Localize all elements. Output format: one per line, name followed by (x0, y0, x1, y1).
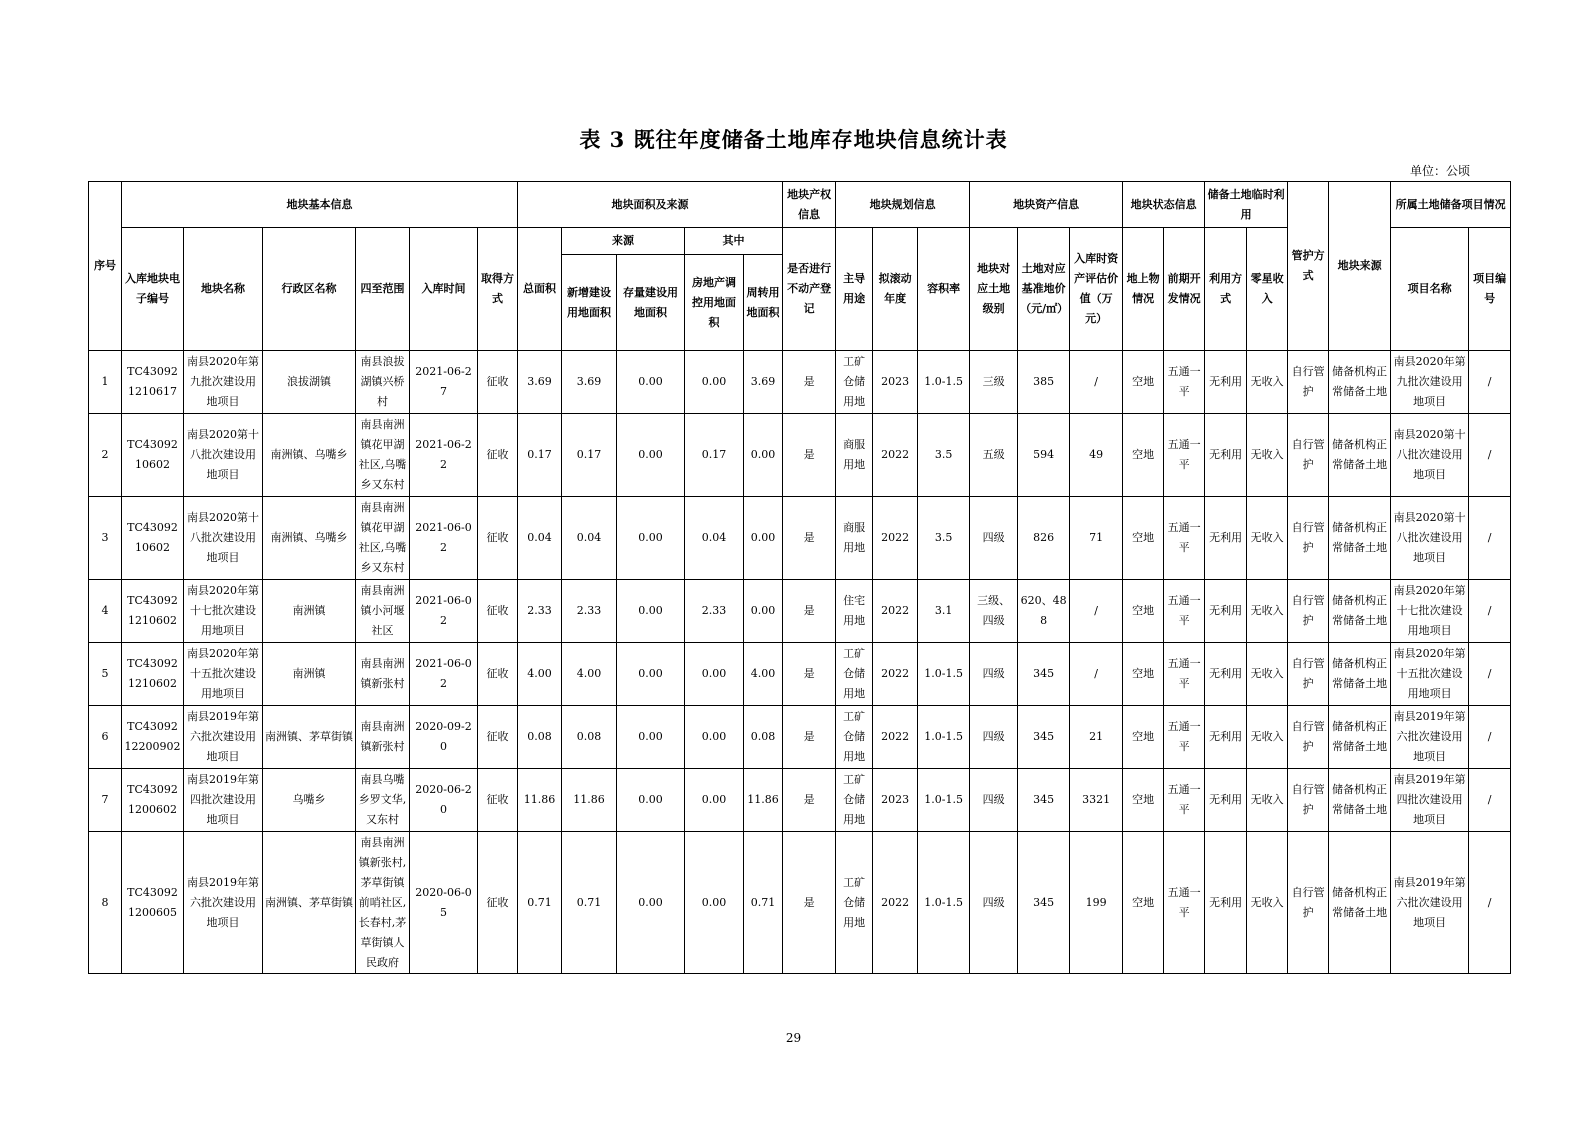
cell-year: 2022 (873, 414, 918, 497)
cell-year: 2022 (873, 832, 918, 974)
cell-seq: 7 (89, 769, 122, 832)
cell-mgmt: 自行管护 (1288, 832, 1329, 974)
cell-date: 2020-06-20 (410, 769, 478, 832)
cell-value: / (1070, 580, 1123, 643)
header-sub-among: 其中 (685, 228, 783, 255)
cell-registered: 是 (783, 414, 836, 497)
header-acquire: 取得方式 (478, 228, 518, 351)
cell-registered: 是 (783, 643, 836, 706)
cell-source: 储备机构正常储备土地 (1329, 497, 1391, 580)
cell-turnover: 0.71 (744, 832, 783, 974)
cell-district: 南洲镇、乌嘴乡 (263, 497, 356, 580)
header-mgmt: 管护方式 (1288, 182, 1329, 351)
cell-acquire: 征收 (478, 351, 518, 414)
cell-turnover: 4.00 (744, 643, 783, 706)
header-new-area: 新增建设用地面积 (562, 255, 617, 351)
cell-new-area: 0.17 (562, 414, 617, 497)
cell-realestate: 0.17 (685, 414, 744, 497)
cell-projno: / (1469, 769, 1511, 832)
cell-income: 无收入 (1247, 643, 1288, 706)
header-stock: 存量建设用地面积 (617, 255, 685, 351)
cell-mgmt: 自行管护 (1288, 351, 1329, 414)
cell-total: 0.08 (518, 706, 562, 769)
cell-dev: 五通一平 (1164, 706, 1205, 769)
header-group-plan: 地块规划信息 (836, 182, 970, 228)
cell-price: 826 (1018, 497, 1070, 580)
cell-income: 无收入 (1247, 414, 1288, 497)
cell-boundary: 南县南洲镇花甲湖社区,乌嘴乡又东村 (356, 497, 410, 580)
cell-total: 2.33 (518, 580, 562, 643)
cell-income: 无收入 (1247, 706, 1288, 769)
cell-code: TC4309210602 (122, 497, 184, 580)
cell-surface: 空地 (1123, 769, 1164, 832)
cell-year: 2023 (873, 769, 918, 832)
cell-source: 储备机构正常储备土地 (1329, 351, 1391, 414)
header-grade: 地块对应土地级别 (970, 228, 1018, 351)
cell-seq: 1 (89, 351, 122, 414)
cell-acquire: 征收 (478, 414, 518, 497)
cell-value: 199 (1070, 832, 1123, 974)
table-row (89, 414, 1511, 497)
cell-surface: 空地 (1123, 832, 1164, 974)
cell-boundary: 南县浪拔湖镇兴桥村 (356, 351, 410, 414)
header-surface: 地上物情况 (1123, 228, 1164, 351)
cell-far: 1.0-1.5 (918, 643, 970, 706)
header-group-basic: 地块基本信息 (122, 182, 518, 228)
cell-boundary: 南县乌嘴乡罗文华,又东村 (356, 769, 410, 832)
cell-use: 商服用地 (836, 497, 873, 580)
cell-acquire: 征收 (478, 643, 518, 706)
cell-use: 工矿仓储用地 (836, 351, 873, 414)
cell-surface: 空地 (1123, 643, 1164, 706)
cell-use: 工矿仓储用地 (836, 832, 873, 974)
cell-seq: 3 (89, 497, 122, 580)
cell-projname: 南县2020年第十七批次建设用地项目 (1391, 580, 1469, 643)
header-group-status: 地块状态信息 (1123, 182, 1205, 228)
cell-total: 3.69 (518, 351, 562, 414)
cell-boundary: 南县南洲镇新张村 (356, 706, 410, 769)
header-date: 入库时间 (410, 228, 478, 351)
cell-surface: 空地 (1123, 414, 1164, 497)
cell-projno: / (1469, 643, 1511, 706)
cell-total: 4.00 (518, 643, 562, 706)
cell-stock: 0.00 (617, 414, 685, 497)
header-registered: 是否进行不动产登记 (783, 228, 836, 351)
cell-realestate: 0.04 (685, 497, 744, 580)
cell-projno: / (1469, 706, 1511, 769)
unit-label: 单位：公顷 (1410, 164, 1471, 178)
page-title: 表 3 既往年度储备土地库存地块信息统计表 (579, 127, 1008, 152)
cell-grade: 四级 (970, 706, 1018, 769)
cell-grade: 四级 (970, 643, 1018, 706)
cell-grade: 三级、四级 (970, 580, 1018, 643)
header-income: 零星收入 (1247, 228, 1288, 351)
table-row (89, 580, 1511, 643)
cell-turnover: 3.69 (744, 351, 783, 414)
cell-projno: / (1469, 497, 1511, 580)
cell-total: 0.04 (518, 497, 562, 580)
cell-dev: 五通一平 (1164, 497, 1205, 580)
cell-district: 南洲镇、茅草街镇 (263, 832, 356, 974)
cell-source: 储备机构正常储备土地 (1329, 706, 1391, 769)
cell-surface: 空地 (1123, 580, 1164, 643)
cell-turnover: 11.86 (744, 769, 783, 832)
header-name: 地块名称 (184, 228, 263, 351)
cell-boundary: 南县南洲镇花甲湖社区,乌嘴乡又东村 (356, 414, 410, 497)
cell-boundary: 南县南洲镇小河堰社区 (356, 580, 410, 643)
cell-district: 南洲镇、茅草街镇 (263, 706, 356, 769)
cell-price: 345 (1018, 706, 1070, 769)
cell-grade: 三级 (970, 351, 1018, 414)
cell-stock: 0.00 (617, 643, 685, 706)
cell-code: TC4309212200902 (122, 706, 184, 769)
cell-date: 2021-06-02 (410, 643, 478, 706)
cell-seq: 8 (89, 832, 122, 974)
cell-income: 无收入 (1247, 580, 1288, 643)
header-district: 行政区名称 (263, 228, 356, 351)
cell-registered: 是 (783, 832, 836, 974)
cell-stock: 0.00 (617, 351, 685, 414)
cell-projno: / (1469, 580, 1511, 643)
cell-value: 21 (1070, 706, 1123, 769)
cell-realestate: 0.00 (685, 769, 744, 832)
cell-date: 2021-06-27 (410, 351, 478, 414)
cell-dev: 五通一平 (1164, 351, 1205, 414)
header-sub-source: 来源 (562, 228, 685, 255)
table-body (89, 351, 1511, 974)
table-row (89, 497, 1511, 580)
land-inventory-table (88, 181, 1511, 974)
cell-turnover: 0.00 (744, 580, 783, 643)
cell-projname: 南县2020第十八批次建设用地项目 (1391, 497, 1469, 580)
cell-dev: 五通一平 (1164, 643, 1205, 706)
cell-stock: 0.00 (617, 497, 685, 580)
cell-value: 71 (1070, 497, 1123, 580)
header-total: 总面积 (518, 228, 562, 351)
cell-total: 0.17 (518, 414, 562, 497)
cell-price: 385 (1018, 351, 1070, 414)
cell-use: 工矿仓储用地 (836, 769, 873, 832)
cell-year: 2022 (873, 643, 918, 706)
cell-year: 2022 (873, 580, 918, 643)
cell-mgmt: 自行管护 (1288, 706, 1329, 769)
header-realestate: 房地产调控用地面积 (685, 255, 744, 351)
table-row (89, 769, 1511, 832)
cell-mgmt: 自行管护 (1288, 414, 1329, 497)
cell-far: 1.0-1.5 (918, 706, 970, 769)
cell-code: TC430921210602 (122, 580, 184, 643)
cell-new-area: 0.04 (562, 497, 617, 580)
cell-district: 南洲镇、乌嘴乡 (263, 414, 356, 497)
cell-acquire: 征收 (478, 706, 518, 769)
cell-source: 储备机构正常储备土地 (1329, 832, 1391, 974)
cell-stock: 0.00 (617, 769, 685, 832)
cell-mgmt: 自行管护 (1288, 643, 1329, 706)
header-source: 地块来源 (1329, 182, 1391, 351)
cell-far: 3.5 (918, 414, 970, 497)
cell-surface: 空地 (1123, 351, 1164, 414)
cell-name: 南县2020年第十五批次建设用地项目 (184, 643, 263, 706)
cell-use: 工矿仓储用地 (836, 706, 873, 769)
cell-seq: 2 (89, 414, 122, 497)
cell-district: 浪拔湖镇 (263, 351, 356, 414)
cell-realestate: 2.33 (685, 580, 744, 643)
cell-seq: 4 (89, 580, 122, 643)
cell-price: 345 (1018, 832, 1070, 974)
cell-mgmt: 自行管护 (1288, 497, 1329, 580)
cell-realestate: 0.00 (685, 643, 744, 706)
cell-new-area: 0.08 (562, 706, 617, 769)
cell-code: TC430921200605 (122, 832, 184, 974)
cell-dev: 五通一平 (1164, 414, 1205, 497)
cell-registered: 是 (783, 769, 836, 832)
header-group-project: 所属土地储备项目情况 (1391, 182, 1511, 228)
header-group-rights: 地块产权信息 (783, 182, 836, 228)
header-boundary: 四至范围 (356, 228, 410, 351)
header-group-area: 地块面积及来源 (518, 182, 783, 228)
cell-district: 乌嘴乡 (263, 769, 356, 832)
cell-far: 1.0-1.5 (918, 351, 970, 414)
cell-realestate: 0.00 (685, 832, 744, 974)
cell-boundary: 南县南洲镇新张村,茅草街镇前哨社区,长春村,茅草街镇人民政府 (356, 832, 410, 974)
cell-far: 3.1 (918, 580, 970, 643)
header-year: 拟滚动年度 (873, 228, 918, 351)
cell-date: 2020-06-05 (410, 832, 478, 974)
header-use: 主导用途 (836, 228, 873, 351)
cell-district: 南洲镇 (263, 580, 356, 643)
cell-dev: 五通一平 (1164, 769, 1205, 832)
cell-new-area: 11.86 (562, 769, 617, 832)
cell-usemode: 无利用 (1205, 497, 1247, 580)
cell-turnover: 0.00 (744, 497, 783, 580)
cell-stock: 0.00 (617, 580, 685, 643)
table-row (89, 643, 1511, 706)
cell-year: 2023 (873, 351, 918, 414)
cell-new-area: 4.00 (562, 643, 617, 706)
header-dev: 前期开发情况 (1164, 228, 1205, 351)
cell-grade: 五级 (970, 414, 1018, 497)
cell-acquire: 征收 (478, 832, 518, 974)
header-group-temp: 储备土地临时利用 (1205, 182, 1288, 228)
cell-code: TC4309210602 (122, 414, 184, 497)
cell-dev: 五通一平 (1164, 832, 1205, 974)
cell-source: 储备机构正常储备土地 (1329, 414, 1391, 497)
cell-new-area: 2.33 (562, 580, 617, 643)
cell-usemode: 无利用 (1205, 706, 1247, 769)
cell-value: / (1070, 643, 1123, 706)
header-far: 容积率 (918, 228, 970, 351)
header-value: 入库时资产评估价值（万元） (1070, 228, 1123, 351)
cell-income: 无收入 (1247, 832, 1288, 974)
cell-date: 2021-06-02 (410, 580, 478, 643)
cell-use: 住宅用地 (836, 580, 873, 643)
cell-usemode: 无利用 (1205, 414, 1247, 497)
cell-year: 2022 (873, 706, 918, 769)
cell-projname: 南县2020年第九批次建设用地项目 (1391, 351, 1469, 414)
cell-grade: 四级 (970, 497, 1018, 580)
cell-usemode: 无利用 (1205, 643, 1247, 706)
cell-code: TC430921210602 (122, 643, 184, 706)
cell-grade: 四级 (970, 832, 1018, 974)
table-row (89, 706, 1511, 769)
cell-date: 2020-09-20 (410, 706, 478, 769)
cell-stock: 0.00 (617, 706, 685, 769)
cell-projname: 南县2020年第十五批次建设用地项目 (1391, 643, 1469, 706)
cell-use: 商服用地 (836, 414, 873, 497)
header-turnover: 周转用地面积 (744, 255, 783, 351)
cell-turnover: 0.00 (744, 414, 783, 497)
cell-price: 620、488 (1018, 580, 1070, 643)
header-price: 土地对应基准地价（元/㎡） (1018, 228, 1070, 351)
cell-registered: 是 (783, 580, 836, 643)
cell-registered: 是 (783, 706, 836, 769)
cell-stock: 0.00 (617, 832, 685, 974)
cell-usemode: 无利用 (1205, 580, 1247, 643)
cell-projname: 南县2019年第六批次建设用地项目 (1391, 706, 1469, 769)
cell-income: 无收入 (1247, 497, 1288, 580)
cell-date: 2021-06-02 (410, 497, 478, 580)
cell-projno: / (1469, 832, 1511, 974)
cell-surface: 空地 (1123, 706, 1164, 769)
cell-surface: 空地 (1123, 497, 1164, 580)
cell-realestate: 0.00 (685, 706, 744, 769)
cell-new-area: 3.69 (562, 351, 617, 414)
cell-price: 594 (1018, 414, 1070, 497)
cell-name: 南县2019年第六批次建设用地项目 (184, 832, 263, 974)
header-projname: 项目名称 (1391, 228, 1469, 351)
cell-source: 储备机构正常储备土地 (1329, 643, 1391, 706)
cell-projno: / (1469, 414, 1511, 497)
cell-boundary: 南县南洲镇新张村 (356, 643, 410, 706)
cell-usemode: 无利用 (1205, 832, 1247, 974)
cell-name: 南县2020年第十七批次建设用地项目 (184, 580, 263, 643)
cell-usemode: 无利用 (1205, 769, 1247, 832)
cell-acquire: 征收 (478, 769, 518, 832)
cell-acquire: 征收 (478, 497, 518, 580)
cell-income: 无收入 (1247, 351, 1288, 414)
cell-name: 南县2019年第四批次建设用地项目 (184, 769, 263, 832)
cell-source: 储备机构正常储备土地 (1329, 769, 1391, 832)
table-row (89, 832, 1511, 974)
cell-name: 南县2019年第六批次建设用地项目 (184, 706, 263, 769)
page-number: 29 (785, 1031, 802, 1045)
cell-district: 南洲镇 (263, 643, 356, 706)
cell-date: 2021-06-22 (410, 414, 478, 497)
cell-far: 1.0-1.5 (918, 769, 970, 832)
cell-use: 工矿仓储用地 (836, 643, 873, 706)
header-usemode: 利用方式 (1205, 228, 1247, 351)
cell-realestate: 0.00 (685, 351, 744, 414)
cell-total: 0.71 (518, 832, 562, 974)
cell-turnover: 0.08 (744, 706, 783, 769)
cell-value: / (1070, 351, 1123, 414)
cell-far: 3.5 (918, 497, 970, 580)
cell-price: 345 (1018, 769, 1070, 832)
cell-mgmt: 自行管护 (1288, 580, 1329, 643)
cell-dev: 五通一平 (1164, 580, 1205, 643)
cell-registered: 是 (783, 351, 836, 414)
header-group-asset: 地块资产信息 (970, 182, 1123, 228)
cell-projname: 南县2019年第六批次建设用地项目 (1391, 832, 1469, 974)
cell-grade: 四级 (970, 769, 1018, 832)
cell-registered: 是 (783, 497, 836, 580)
cell-far: 1.0-1.5 (918, 832, 970, 974)
cell-seq: 6 (89, 706, 122, 769)
cell-name: 南县2020第十八批次建设用地项目 (184, 497, 263, 580)
cell-value: 49 (1070, 414, 1123, 497)
header-seq: 序号 (89, 182, 122, 351)
cell-usemode: 无利用 (1205, 351, 1247, 414)
header-projno: 项目编号 (1469, 228, 1511, 351)
cell-price: 345 (1018, 643, 1070, 706)
cell-acquire: 征收 (478, 580, 518, 643)
cell-year: 2022 (873, 497, 918, 580)
cell-projname: 南县2020第十八批次建设用地项目 (1391, 414, 1469, 497)
cell-mgmt: 自行管护 (1288, 769, 1329, 832)
cell-seq: 5 (89, 643, 122, 706)
table-row (89, 351, 1511, 414)
cell-code: TC430921210617 (122, 351, 184, 414)
header-code: 入库地块电子编号 (122, 228, 184, 351)
cell-code: TC430921200602 (122, 769, 184, 832)
cell-projno: / (1469, 351, 1511, 414)
cell-projname: 南县2019年第四批次建设用地项目 (1391, 769, 1469, 832)
cell-value: 3321 (1070, 769, 1123, 832)
cell-name: 南县2020年第九批次建设用地项目 (184, 351, 263, 414)
cell-total: 11.86 (518, 769, 562, 832)
cell-income: 无收入 (1247, 769, 1288, 832)
cell-source: 储备机构正常储备土地 (1329, 580, 1391, 643)
cell-new-area: 0.71 (562, 832, 617, 974)
cell-name: 南县2020第十八批次建设用地项目 (184, 414, 263, 497)
